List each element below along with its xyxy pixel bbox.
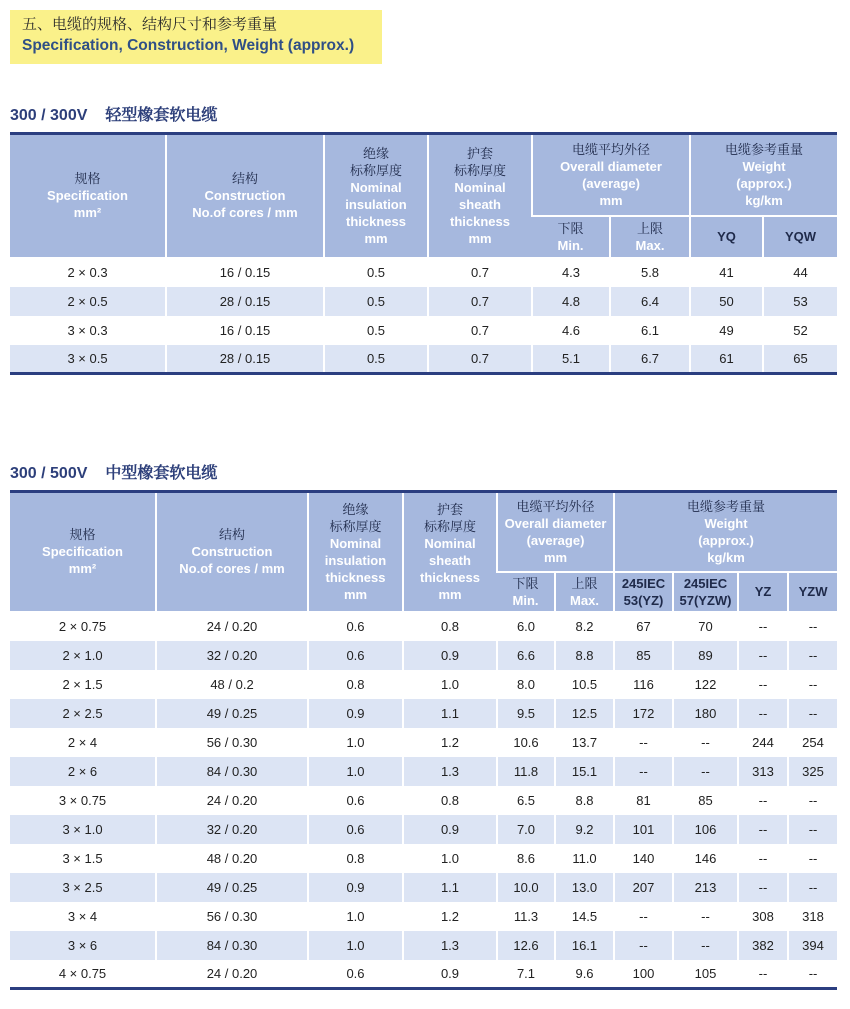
cell-max: 6.4 <box>610 287 690 316</box>
cell-cons: 56 / 0.30 <box>156 902 308 931</box>
cell-max: 11.0 <box>555 844 614 873</box>
cell-ins: 0.6 <box>308 612 403 641</box>
cell-cons: 28 / 0.15 <box>166 287 324 316</box>
cell-min: 10.6 <box>497 728 555 757</box>
cell-ins: 1.0 <box>308 931 403 960</box>
cell-w4: 318 <box>788 902 837 931</box>
cell-w2: 180 <box>673 699 738 728</box>
header-insulation: 绝缘 标称厚度 Nominal insulation thickness mm <box>324 134 428 258</box>
cell-spec: 3 × 0.75 <box>10 786 156 815</box>
cell-spec: 3 × 0.5 <box>10 345 166 374</box>
cell-w2: 213 <box>673 873 738 902</box>
header-spec: 规格 Specification mm² <box>10 134 166 258</box>
cell-min: 5.1 <box>532 345 610 374</box>
header-weight: 电缆参考重量 Weight (approx.) kg/km <box>690 134 837 216</box>
cell-w1: 101 <box>614 815 673 844</box>
cell-w3: -- <box>738 786 788 815</box>
cell-sh: 1.1 <box>403 873 497 902</box>
cell-cons: 84 / 0.30 <box>156 757 308 786</box>
cell-w3: -- <box>738 960 788 989</box>
cell-w2: 44 <box>763 258 837 287</box>
cell-max: 8.8 <box>555 786 614 815</box>
cell-cons: 32 / 0.20 <box>156 641 308 670</box>
cell-ins: 0.9 <box>308 699 403 728</box>
banner-title-zh: 五、电缆的规格、结构尺寸和参考重量 <box>22 16 278 33</box>
header-yq: YQ <box>690 216 763 258</box>
header-max: 上限 Max. <box>555 572 614 612</box>
table-row <box>10 345 837 374</box>
cell-spec: 2 × 0.75 <box>10 612 156 641</box>
table-row <box>10 316 837 345</box>
cell-w4: 394 <box>788 931 837 960</box>
cell-spec: 3 × 4 <box>10 902 156 931</box>
header-min: 下限 Min. <box>532 216 610 258</box>
header-sheath: 护套 标称厚度 Nominal sheath thickness mm <box>403 492 497 612</box>
cell-max: 6.7 <box>610 345 690 374</box>
cell-ins: 0.5 <box>324 287 428 316</box>
cell-max: 15.1 <box>555 757 614 786</box>
cell-w1: 207 <box>614 873 673 902</box>
cell-max: 8.8 <box>555 641 614 670</box>
table-row <box>10 287 837 316</box>
cell-max: 6.1 <box>610 316 690 345</box>
cell-max: 9.2 <box>555 815 614 844</box>
header-insulation: 绝缘 标称厚度 Nominal insulation thickness mm <box>308 492 403 612</box>
cell-max: 9.6 <box>555 960 614 989</box>
cell-sh: 1.1 <box>403 699 497 728</box>
cell-w2: 52 <box>763 316 837 345</box>
cell-min: 10.0 <box>497 873 555 902</box>
table-row <box>10 612 837 641</box>
cell-min: 12.6 <box>497 931 555 960</box>
spec-table-300-300v <box>10 132 837 375</box>
cell-min: 4.3 <box>532 258 610 287</box>
cell-ins: 0.5 <box>324 345 428 374</box>
cell-w3: 308 <box>738 902 788 931</box>
cell-ins: 1.0 <box>308 757 403 786</box>
cell-max: 5.8 <box>610 258 690 287</box>
cell-w2: -- <box>673 902 738 931</box>
cell-cons: 56 / 0.30 <box>156 728 308 757</box>
cell-min: 7.1 <box>497 960 555 989</box>
cell-ins: 0.5 <box>324 316 428 345</box>
cell-w1: 100 <box>614 960 673 989</box>
cell-spec: 3 × 0.3 <box>10 316 166 345</box>
cell-ins: 1.0 <box>308 728 403 757</box>
cell-sh: 0.8 <box>403 612 497 641</box>
cell-spec: 3 × 6 <box>10 931 156 960</box>
section2-voltage: 300 / 500V <box>10 465 88 482</box>
cell-sh: 0.7 <box>428 287 532 316</box>
cell-min: 4.8 <box>532 287 610 316</box>
header-245iec57: 245IEC 57(YZW) <box>673 572 738 612</box>
cell-w1: 172 <box>614 699 673 728</box>
cell-w1: 116 <box>614 670 673 699</box>
cell-w4: -- <box>788 641 837 670</box>
cell-ins: 0.6 <box>308 815 403 844</box>
cell-w2: 146 <box>673 844 738 873</box>
cell-sh: 0.7 <box>428 345 532 374</box>
cell-min: 11.8 <box>497 757 555 786</box>
cell-cons: 28 / 0.15 <box>166 345 324 374</box>
cell-cons: 24 / 0.20 <box>156 960 308 989</box>
table-row <box>10 815 837 844</box>
cell-ins: 0.8 <box>308 670 403 699</box>
cell-w2: -- <box>673 728 738 757</box>
cell-w2: 53 <box>763 287 837 316</box>
header-construction: 结构 Construction No.of cores / mm <box>156 492 308 612</box>
cell-w4: -- <box>788 670 837 699</box>
cell-w1: 85 <box>614 641 673 670</box>
cell-sh: 1.2 <box>403 902 497 931</box>
cell-sh: 0.8 <box>403 786 497 815</box>
cell-w1: 49 <box>690 316 763 345</box>
cell-max: 14.5 <box>555 902 614 931</box>
header-diameter: 电缆平均外径 Overall diameter (average) mm <box>532 134 690 216</box>
cell-w2: 85 <box>673 786 738 815</box>
cell-w2: 106 <box>673 815 738 844</box>
cell-spec: 2 × 0.5 <box>10 287 166 316</box>
cell-w2: -- <box>673 757 738 786</box>
cell-sh: 0.7 <box>428 316 532 345</box>
cell-min: 6.0 <box>497 612 555 641</box>
spec-table-300-500v <box>10 490 837 990</box>
cell-w3: 313 <box>738 757 788 786</box>
cell-ins: 1.0 <box>308 902 403 931</box>
cell-w3: -- <box>738 873 788 902</box>
cell-sh: 0.9 <box>403 960 497 989</box>
header-weight: 电缆参考重量 Weight (approx.) kg/km <box>614 492 837 572</box>
header-construction: 结构 Construction No.of cores / mm <box>166 134 324 258</box>
cell-ins: 0.6 <box>308 786 403 815</box>
cell-sh: 0.9 <box>403 815 497 844</box>
cell-cons: 49 / 0.25 <box>156 873 308 902</box>
cell-min: 7.0 <box>497 815 555 844</box>
cell-cons: 48 / 0.2 <box>156 670 308 699</box>
cell-w3: -- <box>738 815 788 844</box>
cell-max: 12.5 <box>555 699 614 728</box>
cell-max: 13.7 <box>555 728 614 757</box>
cell-max: 16.1 <box>555 931 614 960</box>
cell-w3: -- <box>738 641 788 670</box>
section1-voltage: 300 / 300V <box>10 107 88 124</box>
cell-min: 8.0 <box>497 670 555 699</box>
cell-w3: 382 <box>738 931 788 960</box>
cell-w2: 89 <box>673 641 738 670</box>
cell-spec: 2 × 2.5 <box>10 699 156 728</box>
cell-ins: 0.9 <box>308 873 403 902</box>
cell-cons: 24 / 0.20 <box>156 786 308 815</box>
cell-sh: 1.0 <box>403 670 497 699</box>
cell-min: 8.6 <box>497 844 555 873</box>
header-yqw: YQW <box>763 216 837 258</box>
header-sheath: 护套 标称厚度 Nominal sheath thickness mm <box>428 134 532 258</box>
table-row <box>10 844 837 873</box>
cell-sh: 1.3 <box>403 757 497 786</box>
table-row <box>10 757 837 786</box>
cell-sh: 1.2 <box>403 728 497 757</box>
cell-sh: 0.9 <box>403 641 497 670</box>
section1-name: 轻型橡套软电缆 <box>105 107 218 124</box>
cell-w2: -- <box>673 931 738 960</box>
banner-title-en: Specification, Construction, Weight (approx.) <box>22 37 355 54</box>
cell-w4: 325 <box>788 757 837 786</box>
cell-w3: -- <box>738 612 788 641</box>
cell-spec: 3 × 1.5 <box>10 844 156 873</box>
cell-spec: 2 × 6 <box>10 757 156 786</box>
cell-w2: 65 <box>763 345 837 374</box>
cell-w1: -- <box>614 902 673 931</box>
cell-w3: -- <box>738 699 788 728</box>
section1-title <box>10 102 217 125</box>
cell-w1: -- <box>614 757 673 786</box>
cell-w1: 41 <box>690 258 763 287</box>
cell-w3: 244 <box>738 728 788 757</box>
cell-spec: 4 × 0.75 <box>10 960 156 989</box>
cell-spec: 2 × 1.5 <box>10 670 156 699</box>
cell-min: 6.5 <box>497 786 555 815</box>
cell-ins: 0.5 <box>324 258 428 287</box>
cell-w1: 50 <box>690 287 763 316</box>
cell-spec: 3 × 2.5 <box>10 873 156 902</box>
header-diameter: 电缆平均外径 Overall diameter (average) mm <box>497 492 614 572</box>
section2-title <box>10 460 217 483</box>
table-row <box>10 873 837 902</box>
cell-w4: -- <box>788 699 837 728</box>
cell-ins: 0.8 <box>308 844 403 873</box>
cell-cons: 24 / 0.20 <box>156 612 308 641</box>
cell-sh: 0.7 <box>428 258 532 287</box>
cell-min: 9.5 <box>497 699 555 728</box>
cell-w2: 70 <box>673 612 738 641</box>
cell-w1: 81 <box>614 786 673 815</box>
cell-w4: -- <box>788 960 837 989</box>
cell-max: 10.5 <box>555 670 614 699</box>
cell-cons: 16 / 0.15 <box>166 316 324 345</box>
cell-spec: 3 × 1.0 <box>10 815 156 844</box>
table-row <box>10 960 837 989</box>
header-min: 下限 Min. <box>497 572 555 612</box>
cell-w4: -- <box>788 815 837 844</box>
cell-w4: -- <box>788 844 837 873</box>
cell-w1: -- <box>614 728 673 757</box>
cell-w2: 122 <box>673 670 738 699</box>
header-max: 上限 Max. <box>610 216 690 258</box>
cell-w1: 140 <box>614 844 673 873</box>
header-245iec53: 245IEC 53(YZ) <box>614 572 673 612</box>
table-row <box>10 670 837 699</box>
header-spec: 规格 Specification mm² <box>10 492 156 612</box>
cell-min: 6.6 <box>497 641 555 670</box>
cell-sh: 1.0 <box>403 844 497 873</box>
table-row <box>10 699 837 728</box>
cell-w3: -- <box>738 844 788 873</box>
cell-w4: -- <box>788 873 837 902</box>
cell-max: 8.2 <box>555 612 614 641</box>
cell-cons: 84 / 0.30 <box>156 931 308 960</box>
header-yzw: YZW <box>788 572 837 612</box>
cell-cons: 16 / 0.15 <box>166 258 324 287</box>
cell-cons: 49 / 0.25 <box>156 699 308 728</box>
cell-cons: 48 / 0.20 <box>156 844 308 873</box>
cell-w4: -- <box>788 612 837 641</box>
cell-max: 13.0 <box>555 873 614 902</box>
cell-spec: 2 × 1.0 <box>10 641 156 670</box>
table-row <box>10 258 837 287</box>
cell-spec: 2 × 0.3 <box>10 258 166 287</box>
section-banner <box>10 10 382 64</box>
cell-w1: 61 <box>690 345 763 374</box>
cell-w4: 254 <box>788 728 837 757</box>
cell-w3: -- <box>738 670 788 699</box>
table-row <box>10 902 837 931</box>
header-yz: YZ <box>738 572 788 612</box>
section2-name: 中型橡套软电缆 <box>105 465 218 482</box>
cell-cons: 32 / 0.20 <box>156 815 308 844</box>
cell-min: 11.3 <box>497 902 555 931</box>
table-row <box>10 641 837 670</box>
cell-spec: 2 × 4 <box>10 728 156 757</box>
cell-sh: 1.3 <box>403 931 497 960</box>
cell-min: 4.6 <box>532 316 610 345</box>
cell-w4: -- <box>788 786 837 815</box>
table-row <box>10 786 837 815</box>
cell-w1: 67 <box>614 612 673 641</box>
cell-w2: 105 <box>673 960 738 989</box>
cell-w1: -- <box>614 931 673 960</box>
table-row <box>10 931 837 960</box>
cell-ins: 0.6 <box>308 960 403 989</box>
table-row <box>10 728 837 757</box>
cell-ins: 0.6 <box>308 641 403 670</box>
